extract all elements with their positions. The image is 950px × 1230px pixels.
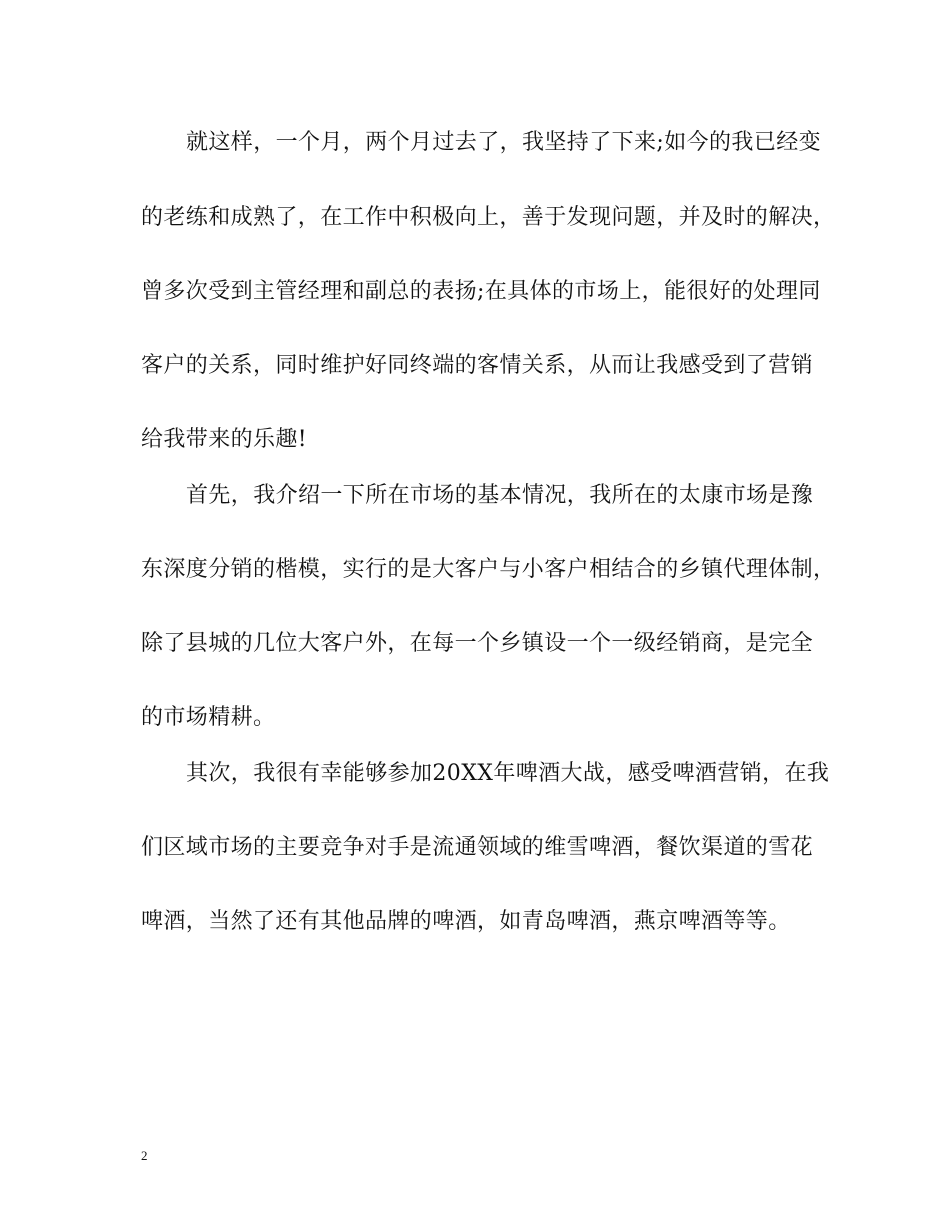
paragraph-2-line-4: 的市场精耕。 <box>141 705 276 730</box>
page-number: 2 <box>141 1148 148 1163</box>
paragraph-1-line-4: 客户的关系，同时维护好同终端的客情关系，从而让我感受到了营销 <box>141 353 814 378</box>
paragraph-3-line-1: 其次，我很有幸能够参加20XX年啤酒大战，感受啤酒营销，在我 <box>186 761 830 786</box>
paragraph-3-line-3: 啤酒，当然了还有其他品牌的啤酒，如青岛啤酒，燕京啤酒等等。 <box>141 909 791 934</box>
paragraph-2-line-2: 东深度分销的楷模，实行的是大客户与小客户相结合的乡镇代理体制， <box>141 557 836 582</box>
paragraph-1-line-5: 给我带来的乐趣! <box>141 427 308 452</box>
paragraph-2-line-3: 除了县城的几位大客户外，在每一个乡镇设一个一级经销商，是完全 <box>141 631 814 656</box>
paragraph-2-line-1: 首先，我介绍一下所在市场的基本情况，我所在的太康市场是豫 <box>186 483 814 508</box>
paragraph-1-line-3: 曾多次受到主管经理和副总的表扬;在具体的市场上，能很好的处理同 <box>141 279 821 304</box>
paragraph-3-line-2: 们区域市场的主要竞争对手是流通领域的维雪啤酒，餐饮渠道的雪花 <box>141 835 814 860</box>
paragraph-1-line-2: 的老练和成熟了，在工作中积极向上，善于发现问题，并及时的解决， <box>141 205 836 230</box>
paragraph-1-line-1: 就这样，一个月，两个月过去了，我坚持了下来;如今的我已经变 <box>186 130 822 155</box>
